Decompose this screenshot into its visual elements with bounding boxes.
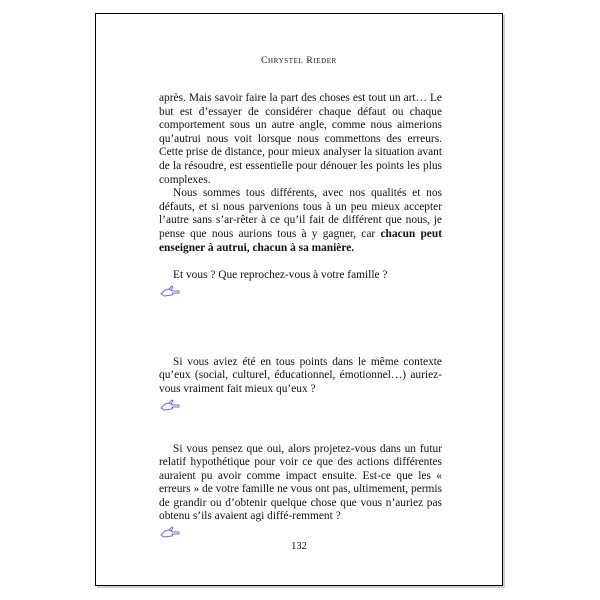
running-header: Chrystel Rieder [261,56,337,66]
writing-hand-icon [160,526,180,539]
answer-space-2 [159,412,442,443]
paragraph-2 [159,187,442,255]
writing-hand-icon [160,285,180,298]
spacer [159,255,442,269]
page-content [159,92,442,539]
writing-hand-icon [160,399,180,412]
answer-space-1 [159,298,442,356]
page-number: 132 [291,541,307,552]
question-3: Si vous pensez que oui, alors projetez-vous dans un futur relatif hypothétique pour voir ce que des actions différentes auraient pu avoir comme impact ensuite. Est-ce que les « erreurs » de votre famille ne vous ont pas, ultimement, permis de grandir ou d’obtenir quelque chose que vous n’auriez pas obtenu s’ils avaient agi diffé-remment ? [159,442,442,523]
paragraph-2-bold: chacun peut enseigner à autrui, chacun à sa manière. [159,227,442,254]
question-1: Et vous ? Que reprochez-vous à votre famille ? [173,269,388,282]
book-page [95,13,503,586]
paragraph-1: après. Mais savoir faire la part des choses est tout un art… Le but est d’essayer de considérer chaque défaut ou chaque comportement sous un autre angle, comme nous aimerions qu’autrui nous voit lorsque nous commettons des erreurs. Cette prise de distance, pour mieux analyser la situation avant de la résoudre, est essentielle pour dénouer les points les plus complexes. [159,92,442,186]
question-2: Si vous aviez été en tous points dans le même contexte qu’eux (social, culturel, éducationnel, émotionnel…) auriez-vous vraiment fait mieux qu’eux ? [159,355,442,395]
paragraph-2-text: Nous sommes tous différents, avec nos qualités et nos défauts, et si nous parvenions tous à un peu mieux accepter l’autre sans s’ar-rêter à ce qu’il fait de différent que nous, je pense que nous aurions tous à y gagner, car [159,187,442,240]
